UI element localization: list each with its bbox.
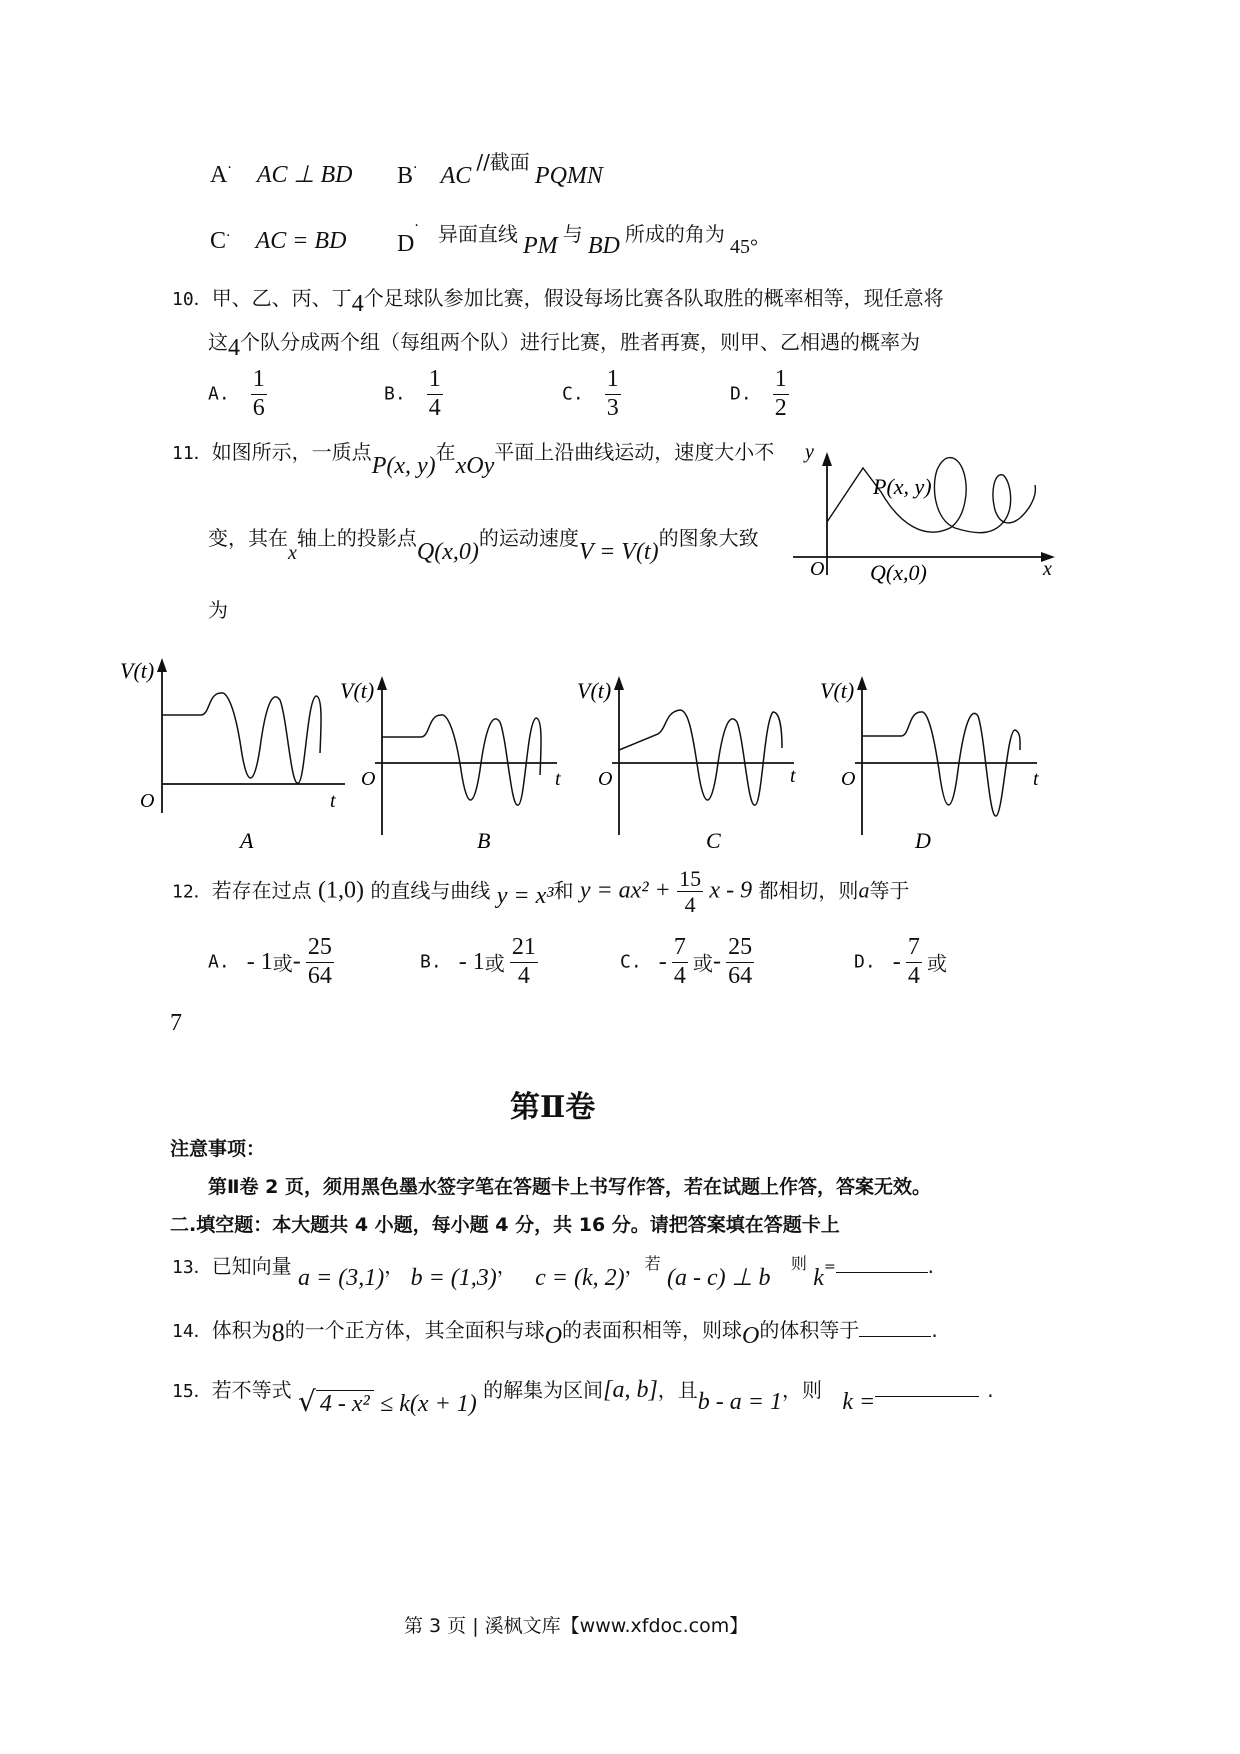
graph-c-origin-label: O: [598, 768, 613, 790]
graph-a-curve: [162, 693, 321, 783]
graph-c-vt-label: V(t): [577, 678, 612, 703]
q11-trajectory-figure: [785, 430, 1070, 590]
q10-option-a: A. $\frac{1}{6}$: [208, 366, 265, 421]
graph-a-letter: A: [240, 828, 254, 853]
notice-body: 第Ⅱ卷 2 页，须用黑色墨水签字笔在答题卡上书写作答，若在试题上作答，答案无效。: [208, 1176, 931, 1198]
graph-b-t-label: t: [555, 768, 561, 790]
q13: 13．已知向量 a = (3,1)， b = (1,3)， c = (k, 2)，$^若$ (a - c) ⊥ b $^则$ k= .: [172, 1254, 935, 1291]
graph-a-vt-label: V(t): [120, 658, 155, 683]
q14: 14．体积为8的一个正方体，其全面积与球O的表面积相等，则球O的体积等于 .: [172, 1318, 938, 1349]
q12-option-c: C. - $\frac{7}{4}$ 或- $\frac{25}{64}$: [620, 934, 753, 989]
q11-graph-a: [115, 648, 355, 868]
q15: 15．若不等式 √ 4 - x² ≤ k(x + 1) 的解集为区间[a, b]，且b - a = 1，则 k = .: [172, 1366, 994, 1404]
graph-d-origin-label: O: [841, 768, 856, 790]
graph-a-t-label: t: [330, 790, 336, 812]
graph-b-vt-label: V(t): [340, 678, 375, 703]
graph-a-v-arrow: [157, 658, 167, 672]
graph-c-t-label: t: [790, 765, 796, 787]
graph-a-origin-label: O: [140, 790, 155, 812]
q10-option-d: D. $\frac{1}{2}$: [730, 366, 787, 421]
fig-point-p-label: P(x, y): [873, 474, 932, 499]
q10-option-c: C. $\frac{1}{3}$: [562, 366, 619, 421]
graph-d-t-label: t: [1033, 768, 1039, 790]
graph-d-vt-label: V(t): [820, 678, 855, 703]
q9-option-b: B· AC //截面 PQMN: [397, 150, 603, 189]
q11-graph-c: [572, 670, 812, 870]
q10-line1: 10．甲、乙、丙、丁4个足球队参加比赛，假设每场比赛各队取胜的概率相等，现任意将: [172, 286, 944, 317]
fig-y-arrow: [822, 452, 832, 466]
q13-answer-blank[interactable]: [836, 1258, 928, 1273]
q12-option-b: B. - 1或 $\frac{21}{4}$: [420, 934, 536, 989]
fig-x-label: x: [1043, 558, 1052, 580]
q12-stem: 12．若存在过点 (1,0) 的直线与曲线 y = x³和 y = ax² + $\frac{15}{4}$ x - 9 都相切，则a等于: [172, 866, 910, 918]
part2-heading: 二.填空题：本大题共 4 小题，每小题 4 分，共 16 分。请把答案填在答题卡上: [170, 1214, 840, 1236]
graph-c-curve: [619, 710, 782, 805]
q11-line3: 为: [208, 598, 228, 622]
notice-heading: 注意事项：: [170, 1138, 266, 1160]
q12-option-d-wrap: 7: [170, 1010, 182, 1036]
q11-line1: 11．如图所示，一质点P(x, y)在xOy平面上沿曲线运动，速度大小不: [172, 440, 775, 479]
q14-answer-blank[interactable]: [859, 1322, 931, 1337]
q9-option-c: C· AC = BD: [210, 228, 347, 254]
graph-d-letter: D: [915, 828, 931, 853]
q9-option-a: A· AC ⊥ BD: [210, 160, 353, 188]
q9-option-d: D· 异面直线 PM 与 BD 所成的角为 45°: [397, 218, 759, 259]
graph-c-v-arrow: [614, 676, 624, 690]
q10-option-b: B. $\frac{1}{4}$: [384, 366, 441, 421]
q11-graph-d: [815, 670, 1055, 870]
fig-y-label: y: [805, 441, 814, 463]
graph-b-curve: [382, 715, 541, 805]
graph-c-letter: C: [706, 828, 721, 853]
q12-option-a: A. - 1或- $\frac{25}{64}$: [208, 934, 332, 989]
q11-line2: 变，其在x轴上的投影点Q(x,0)的运动速度V = V(t)的图象大致: [208, 526, 759, 565]
q10-line2: 这4个队分成两个组（每组两个队）进行比赛，胜者再赛，则甲、乙相遇的概率为: [208, 330, 920, 361]
sqrt-symbol: √: [298, 1385, 316, 1418]
graph-b-letter: B: [477, 828, 491, 853]
graph-b-v-arrow: [377, 676, 387, 690]
section-title: 第Ⅱ卷: [510, 1090, 596, 1125]
page-footer: 第 3 页 | 溪枫文库【www.xfdoc.com】: [404, 1615, 749, 1637]
q12-option-d: D. - $\frac{7}{4}$ 或: [854, 934, 947, 989]
graph-d-curve: [862, 712, 1020, 816]
fig-point-q-label: Q(x,0): [870, 560, 927, 585]
fig-origin-label: O: [810, 558, 825, 580]
graph-d-v-arrow: [857, 676, 867, 690]
graph-b-origin-label: O: [361, 768, 376, 790]
q11-graph-b: [335, 670, 575, 870]
q15-answer-blank[interactable]: [875, 1366, 979, 1397]
